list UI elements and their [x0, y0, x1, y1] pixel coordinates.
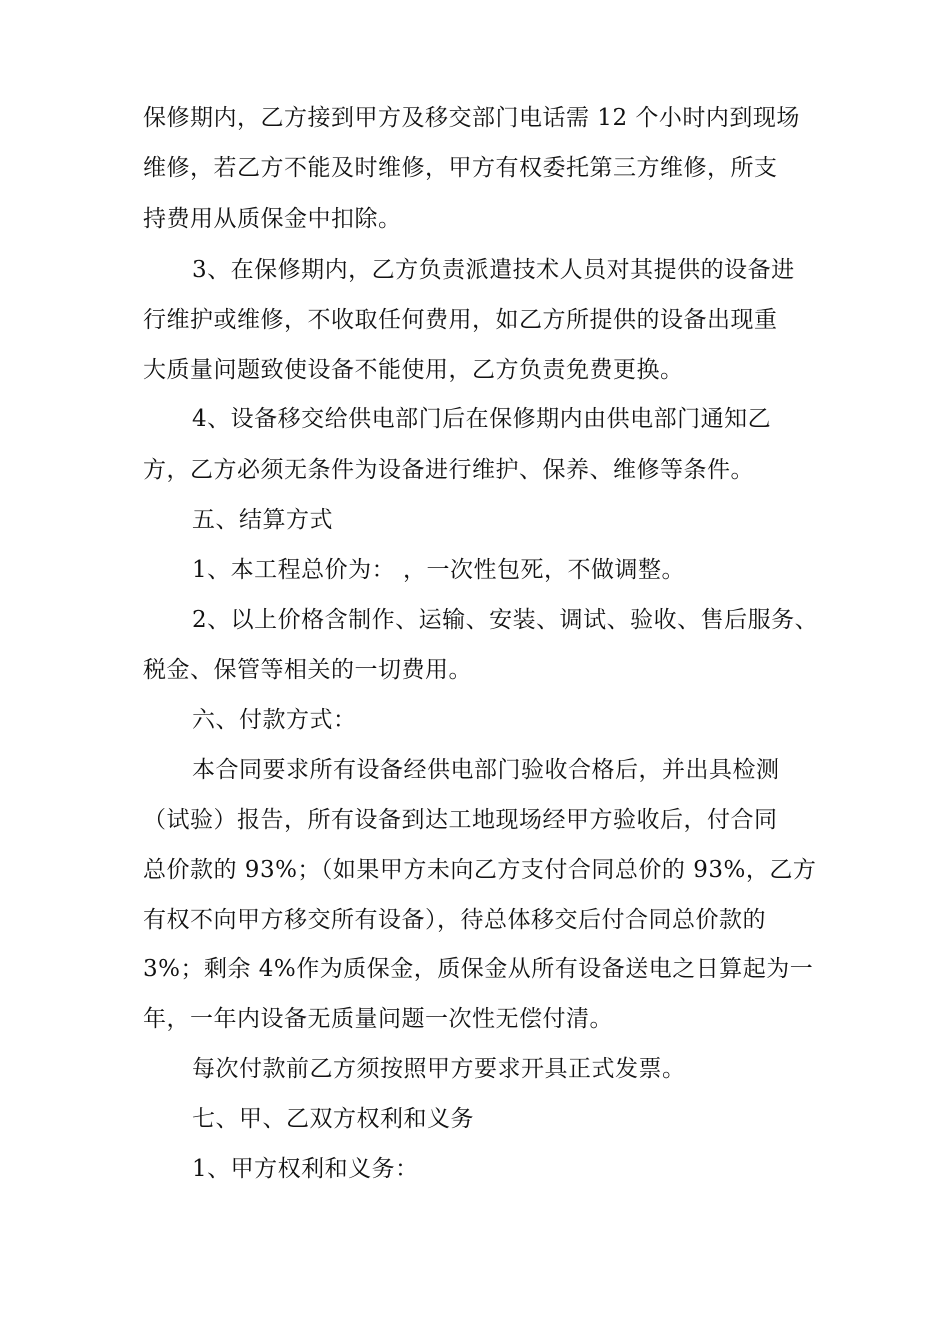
paragraph-line: 保修期内，乙方接到甲方及移交部门电话需 12 个小时内到现场: [143, 105, 800, 131]
rights-clause-1: 1、甲方权利和义务：: [192, 1156, 419, 1182]
section-heading-payment: 六、付款方式：: [192, 707, 357, 733]
settlement-clause-2: 2、以上价格含制作、运输、安装、调试、验收、售后服务、: [192, 607, 819, 633]
paragraph-line: 维修，若乙方不能及时维修，甲方有权委托第三方维修，所支: [143, 155, 778, 181]
clause-3-start: 3、在保修期内，乙方负责派遣技术人员对其提供的设备进: [192, 257, 795, 283]
section-heading-rights: 七、甲、乙双方权利和义务: [192, 1106, 474, 1132]
paragraph-line: 有权不向甲方移交所有设备），待总体移交后付合同总价款的: [143, 907, 766, 933]
paragraph-line: （试验）报告，所有设备到达工地现场经甲方验收后，付合同: [143, 807, 778, 833]
clause-4-start: 4、设备移交给供电部门后在保修期内由供电部门通知乙: [192, 406, 772, 432]
paragraph-line: 税金、保管等相关的一切费用。: [143, 657, 472, 683]
section-heading-settlement: 五、结算方式: [192, 507, 333, 533]
paragraph-line: 年，一年内设备无质量问题一次性无偿付清。: [143, 1006, 613, 1032]
paragraph-line: 3%；剩余 4%作为质保金，质保金从所有设备送电之日算起为一: [143, 956, 814, 982]
payment-paragraph-start: 本合同要求所有设备经供电部门验收合格后，并出具检测: [192, 757, 780, 783]
settlement-clause-1: 1、本工程总价为： ，一次性包死，不做调整。: [192, 557, 685, 583]
paragraph-line: 大质量问题致使设备不能使用，乙方负责免费更换。: [143, 357, 684, 383]
paragraph-line: 持费用从质保金中扣除。: [143, 206, 402, 232]
paragraph-line: 行维护或维修，不收取任何费用，如乙方所提供的设备出现重: [143, 307, 778, 333]
paragraph-line: 总价款的 93%；（如果甲方未向乙方支付合同总价的 93%，乙方: [143, 857, 817, 883]
invoice-note: 每次付款前乙方须按照甲方要求开具正式发票。: [192, 1056, 686, 1082]
paragraph-line: 方，乙方必须无条件为设备进行维护、保养、维修等条件。: [143, 457, 754, 483]
